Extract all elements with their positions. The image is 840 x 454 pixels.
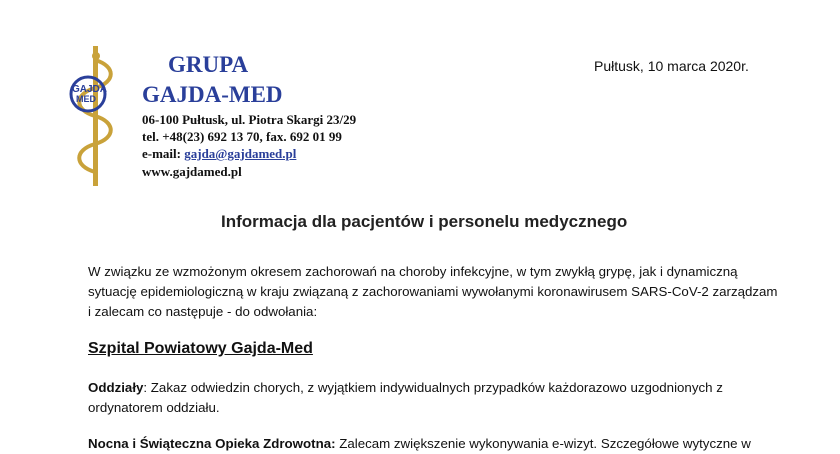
intro-line-2: sytuację epidemiologiczną w kraju związaną z zachorowaniami wywołanymi koronawirusem SARS-CoV-2 zarządzam <box>88 284 778 299</box>
company-logo <box>56 42 136 192</box>
document-date: Pułtusk, 10 marca 2020r. <box>594 58 749 74</box>
nocna-text: Zalecam zwiększenie wykonywania e-wizyt. Szczegółowe wytyczne w <box>335 436 751 451</box>
org-address: 06-100 Pułtusk, ul. Piotra Skargi 23/29 <box>142 112 357 127</box>
org-website: www.gajdamed.pl <box>142 164 242 179</box>
oddzialy-label: Oddziały <box>88 380 144 395</box>
oddzialy-paragraph-line2: ordynatorem oddziału. <box>88 400 220 415</box>
nocna-label: Nocna i Świąteczna Opieka Zdrowotna: <box>88 436 336 451</box>
logo-text: GAJDA <box>72 84 108 95</box>
intro-line-3: i zalecam co następuje - do odwołania: <box>88 304 318 319</box>
email-label: e-mail: <box>142 146 185 161</box>
oddzialy-paragraph-line1 <box>88 378 788 398</box>
caduceus-logo-icon <box>56 42 136 192</box>
section-heading: Szpital Powiatowy Gajda-Med <box>88 340 313 357</box>
svg-text:MED: MED <box>76 94 96 104</box>
org-phone: tel. +48(23) 692 13 70, fax. 692 01 99 <box>142 129 342 144</box>
org-email-row <box>142 145 296 162</box>
intro-line-1: W związku ze wzmożonym okresem zachorowań na choroby infekcyjne, w tym zwykłą grypę, jak i dynamiczną <box>88 264 738 279</box>
nocna-paragraph <box>88 434 788 454</box>
oddzialy-text: : Zakaz odwiedzin chorych, z wyjątkiem indywidualnych przypadków każdorazowo uzgodnionych z <box>143 380 723 395</box>
document-title: Informacja dla pacjentów i personelu medycznego <box>221 212 628 231</box>
email-link[interactable]: gajda@gajdamed.pl <box>184 146 297 161</box>
org-name-line1: GRUPA <box>168 52 249 77</box>
org-name-line2: GAJDA-MED <box>142 82 283 107</box>
